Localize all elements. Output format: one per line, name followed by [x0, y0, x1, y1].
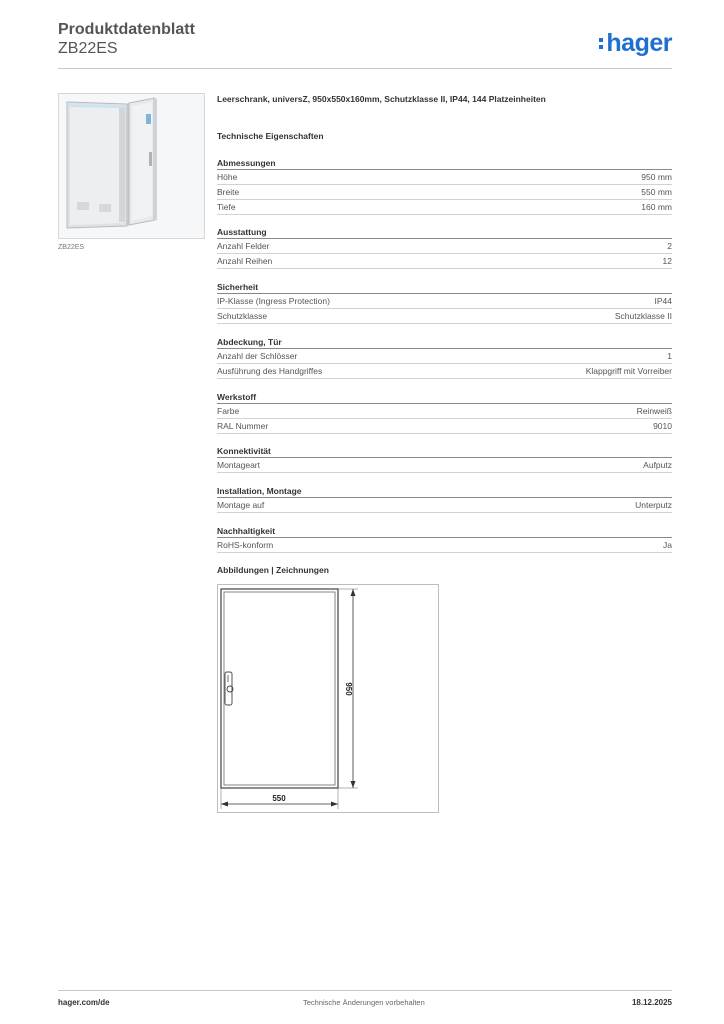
group-title: Abdeckung, Tür	[217, 336, 672, 349]
property-row	[217, 294, 672, 309]
property-row	[217, 419, 672, 434]
logo-text: hager	[606, 29, 672, 57]
photo-caption: ZB22ES	[58, 244, 85, 251]
property-label: Farbe	[217, 406, 240, 416]
property-value: IP44	[654, 296, 672, 306]
property-row	[217, 458, 672, 473]
property-row	[217, 254, 672, 269]
group-title: Installation, Montage	[217, 485, 672, 498]
door-handle-icon	[225, 672, 233, 705]
cabinet-outer-outline	[221, 589, 338, 788]
property-value: Ja	[663, 540, 672, 550]
property-label: Tiefe	[217, 202, 236, 212]
footer-website[interactable]: hager.com/de	[58, 998, 110, 1007]
property-row	[217, 498, 672, 513]
hager-logo	[606, 29, 672, 58]
property-value: Unterputz	[635, 500, 672, 510]
group-title: Konnektivität	[217, 445, 672, 458]
page-header	[58, 21, 672, 69]
property-row	[217, 185, 672, 200]
property-label: Anzahl Felder	[217, 241, 270, 251]
property-group	[217, 157, 672, 215]
property-group	[217, 281, 672, 324]
property-value: 12	[662, 256, 672, 266]
property-group	[217, 336, 672, 379]
property-row	[217, 200, 672, 215]
property-label: Höhe	[217, 172, 238, 182]
property-row	[217, 239, 672, 254]
property-label: Anzahl Reihen	[217, 256, 273, 266]
product-code: ZB22ES	[58, 40, 118, 57]
cabinet-dimension-drawing	[218, 585, 438, 812]
property-label: Anzahl der Schlösser	[217, 351, 298, 361]
property-row	[217, 170, 672, 185]
property-label: Ausführung des Handgriffes	[217, 366, 323, 376]
property-value: Reinweiß	[636, 406, 672, 416]
property-groups	[217, 157, 672, 553]
product-details	[217, 94, 672, 553]
property-value: Schutzklasse II	[614, 311, 672, 321]
product-description: Leerschrank, universZ, 950x550x160mm, Schutzklasse II, IP44, 144 Platzeinheiten	[217, 94, 546, 104]
cabinet-inner-outline	[224, 592, 335, 785]
property-label: Breite	[217, 187, 240, 197]
technical-drawing	[217, 584, 439, 813]
group-title: Nachhaltigkeit	[217, 525, 672, 538]
property-label: RoHS-konform	[217, 540, 274, 550]
property-group	[217, 485, 672, 513]
property-value: Klappgriff mit Vorreiber	[585, 366, 672, 376]
property-label: RAL Nummer	[217, 421, 269, 431]
logo-mark-icon	[599, 38, 603, 50]
cabinet-photo-icon	[59, 94, 204, 238]
width-label: 550	[272, 794, 286, 803]
property-value: 9010	[653, 421, 672, 431]
technical-properties-title: Technische Eigenschaften	[217, 131, 324, 141]
property-row	[217, 309, 672, 324]
header-divider	[58, 68, 672, 69]
property-group	[217, 226, 672, 269]
property-label: IP-Klasse (Ingress Protection)	[217, 296, 330, 306]
property-row	[217, 538, 672, 553]
group-title: Abmessungen	[217, 157, 672, 170]
property-value: 1	[667, 351, 672, 361]
group-title: Werkstoff	[217, 391, 672, 404]
property-label: Schutzklasse	[217, 311, 268, 321]
property-group	[217, 391, 672, 434]
footer-date: 18.12.2025	[631, 998, 672, 1007]
product-photo	[58, 93, 205, 239]
property-group	[217, 445, 672, 473]
property-row	[217, 349, 672, 364]
property-label: Montageart	[217, 460, 260, 470]
property-label: Montage auf	[217, 500, 265, 510]
property-value: 950 mm	[641, 172, 672, 182]
drawings-title: Abbildungen | Zeichnungen	[217, 565, 329, 575]
property-row	[217, 364, 672, 379]
property-group	[217, 525, 672, 553]
footer-divider	[58, 990, 672, 991]
height-label: 950	[344, 682, 353, 696]
property-value: 160 mm	[641, 202, 672, 212]
group-title: Ausstattung	[217, 226, 672, 239]
property-value: 2	[667, 241, 672, 251]
property-row	[217, 404, 672, 419]
property-value: Aufputz	[643, 460, 672, 470]
footer-notice: Technische Änderungen vorbehalten	[303, 998, 425, 1007]
document-title: Produktdatenblatt	[58, 21, 195, 38]
property-value: 550 mm	[641, 187, 672, 197]
group-title: Sicherheit	[217, 281, 672, 294]
